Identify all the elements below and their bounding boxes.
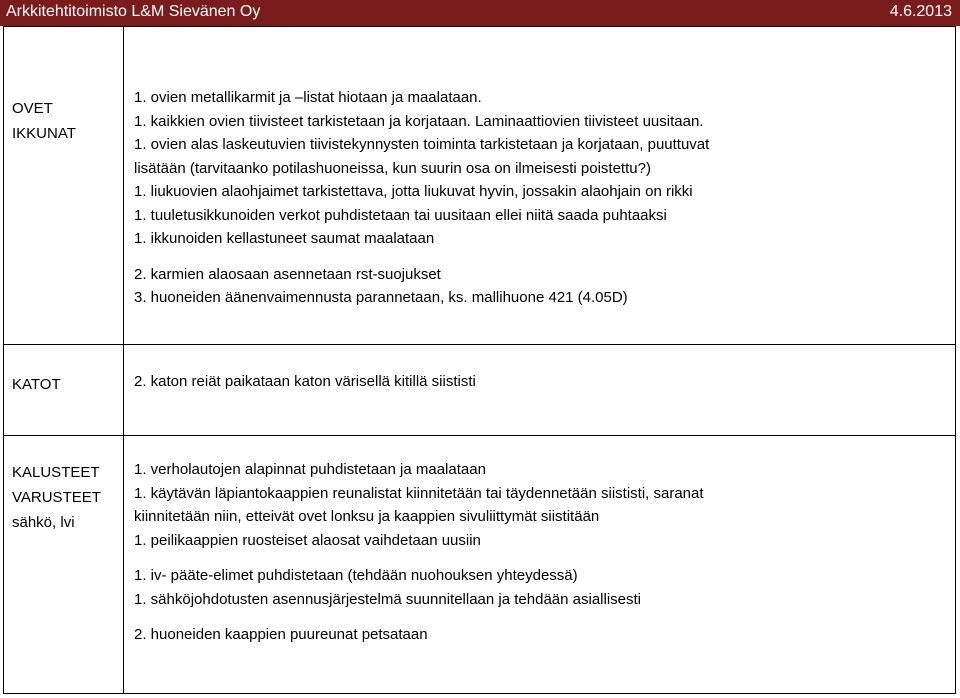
label-ikkunat: IKKUNAT <box>12 125 76 142</box>
spacer <box>134 611 949 623</box>
renovation-table <box>3 26 956 694</box>
list-item: 1. liukuovien alaohjaimet tarkistettava, jotta liukuvat hyvin, jossakin alaohjain on rikki <box>134 183 693 200</box>
list-item: 1. verholautojen alapinnat puhdistetaan ja maalataan <box>134 461 486 478</box>
list-item: 1. kaikkien ovien tiivisteet tarkistetaan ja korjataan. Laminaattiovien tiivisteet uusitaan. <box>134 112 704 130</box>
header-title: Arkkitehtitoimisto L&M Sievänen Oy <box>6 3 261 20</box>
list-item: lisätään (tarvitaanko potilashuoneissa, kun suurin osa on ilmeisesti poistettu?) <box>134 159 651 177</box>
list-item: kiinnitetään niin, etteivät ovet lonksu ja kaappien sivuliittymät siistitään <box>134 508 600 525</box>
label-varusteet: VARUSTEET <box>12 489 101 506</box>
document-header <box>0 0 960 26</box>
row-divider-1 <box>4 344 955 345</box>
section-content-katot <box>134 370 949 394</box>
section-label-katot: KATOT <box>12 376 61 393</box>
list-item: 1. käytävän läpiantokaappien reunalistat kiinnitetään tai täydennetään siististi, saranat <box>134 484 704 502</box>
list-item: 2. katon reiät paikataan katon värisellä kitillä siististi <box>134 373 476 390</box>
list-item: 1. ovien alas laskeutuvien tiivistekynnysten toiminta tarkistetaan ja korjataan, puuttuvat <box>134 136 710 153</box>
list-item: 1. sähköjohdotusten asennusjärjestelmä suunnitellaan ja tehdään asiallisesti <box>134 590 641 608</box>
list-item: 2. huoneiden kaappien puureunat petsataan <box>134 626 428 643</box>
section-content-kalusteet <box>134 458 949 647</box>
section-label-kalusteet <box>12 460 120 535</box>
list-item: 1. peilikaappien ruosteiset alaosat vaihdetaan uusiin <box>134 531 481 549</box>
list-item: 3. huoneiden äänenvaimennusta parannetaan, ks. mallihuone 421 (4.05D) <box>134 289 628 306</box>
list-item: 1. iv- pääte-elimet puhdistetaan (tehdään nuohouksen yhteydessä) <box>134 567 578 584</box>
spacer <box>134 552 949 564</box>
header-date: 4.6.2013 <box>889 3 952 20</box>
row-divider-2 <box>4 435 955 436</box>
list-item: 2. karmien alaosaan asennetaan rst-suojukset <box>134 265 441 283</box>
spacer <box>134 251 949 263</box>
label-kalusteet: KALUSTEET <box>12 464 100 481</box>
section-content-ovet <box>134 86 949 310</box>
list-item: 1. ikkunoiden kellastuneet saumat maalataan <box>134 230 435 247</box>
label-ovet: OVET <box>12 100 53 117</box>
column-divider <box>123 27 124 693</box>
list-item: 1. tuuletusikkunoiden verkot puhdistetaan tai uusitaan ellei niitä saada puhtaaksi <box>134 206 667 224</box>
label-sahko-lvi: sähkö, lvi <box>12 514 75 531</box>
list-item: 1. ovien metallikarmit ja –listat hiotaan ja maalataan. <box>134 89 482 106</box>
section-label-ovet <box>12 96 120 146</box>
